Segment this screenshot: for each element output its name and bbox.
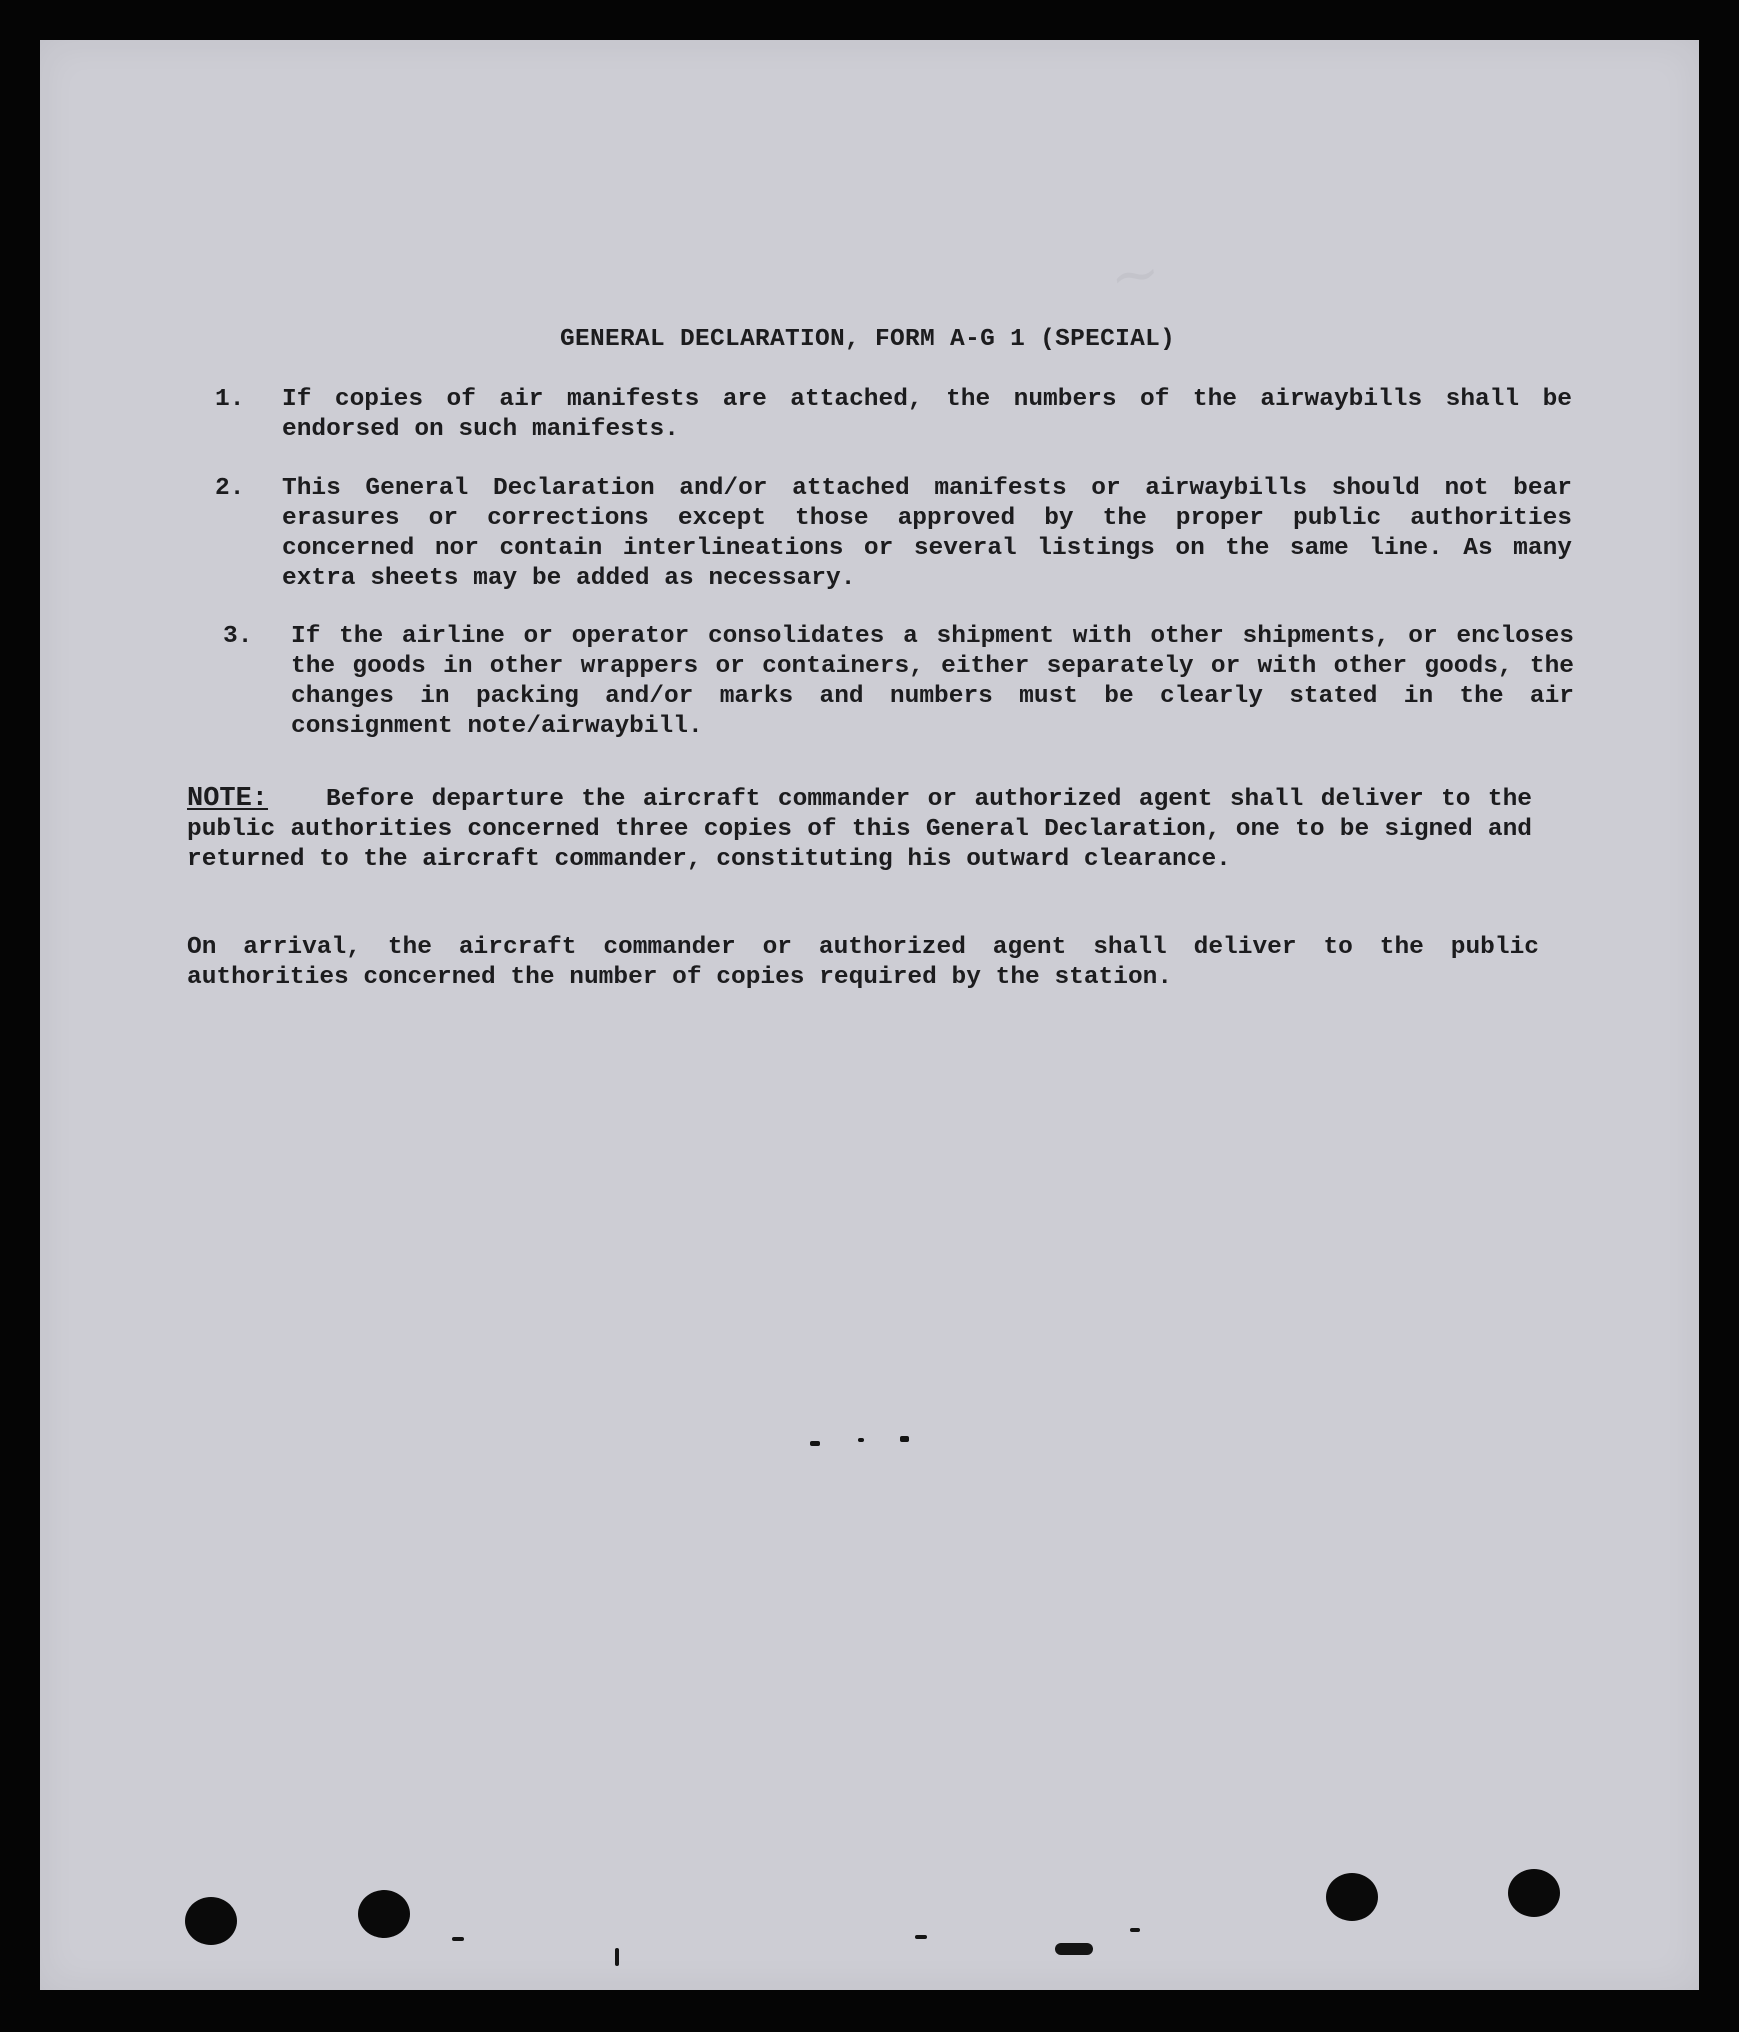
note-text: Before departure the aircraft commander or authorized agent shall deliver to the public authorities concerned three copies of this General Declaration, one to be signed and returned to the aircraft commander, constituting his outward clearance. [187,786,1532,873]
ink-speck [452,1937,464,1941]
list-item-text: This General Declaration and/or attached manifests or airwaybills should not bear erasures or corrections except those approved by the proper public authorities concerned nor contain interlineations or several listings on the same line. As many extra sheets may be added as necessary. [282,475,1572,592]
list-item-number: 1. [215,386,245,413]
ink-speck [858,1438,864,1442]
list-item-2 [215,474,1575,596]
list-item-number: 2. [215,475,245,502]
arrival-paragraph: On arrival, the aircraft commander or authorized agent shall deliver to the public authorities concerned the number of copies required by the station. [187,934,1539,991]
list-item-text: If the airline or operator consolidates a shipment with other shipments, or encloses the goods in other wrappers or containers, either separately or with other goods, the changes in packing and/or marks and numbers must be clearly stated in the air consignment note/airwaybill. [291,623,1574,740]
show-through-mark: ~ [1105,236,1165,314]
list-item-3 [223,622,1583,744]
ink-speck [615,1948,619,1966]
list-item-text: If copies of air manifests are attached, the numbers of the airwaybills shall be endorsed on such manifests. [282,386,1572,443]
paper-sheet [40,40,1699,1990]
punch-hole-4 [1508,1869,1560,1917]
punch-hole-3 [1326,1873,1378,1921]
list-item-1 [215,385,1575,447]
ink-speck [900,1436,909,1442]
note-paragraph [187,784,1532,875]
punch-hole-1 [185,1897,237,1945]
ink-speck [915,1935,927,1939]
document-title: GENERAL DECLARATION, FORM A-G 1 (SPECIAL) [560,326,1176,353]
ink-speck [1055,1943,1093,1955]
ink-speck [1130,1928,1140,1932]
punch-hole-2 [358,1890,410,1938]
list-item-number: 3. [223,623,253,650]
note-label: NOTE: [187,784,269,814]
ink-speck [810,1441,820,1446]
